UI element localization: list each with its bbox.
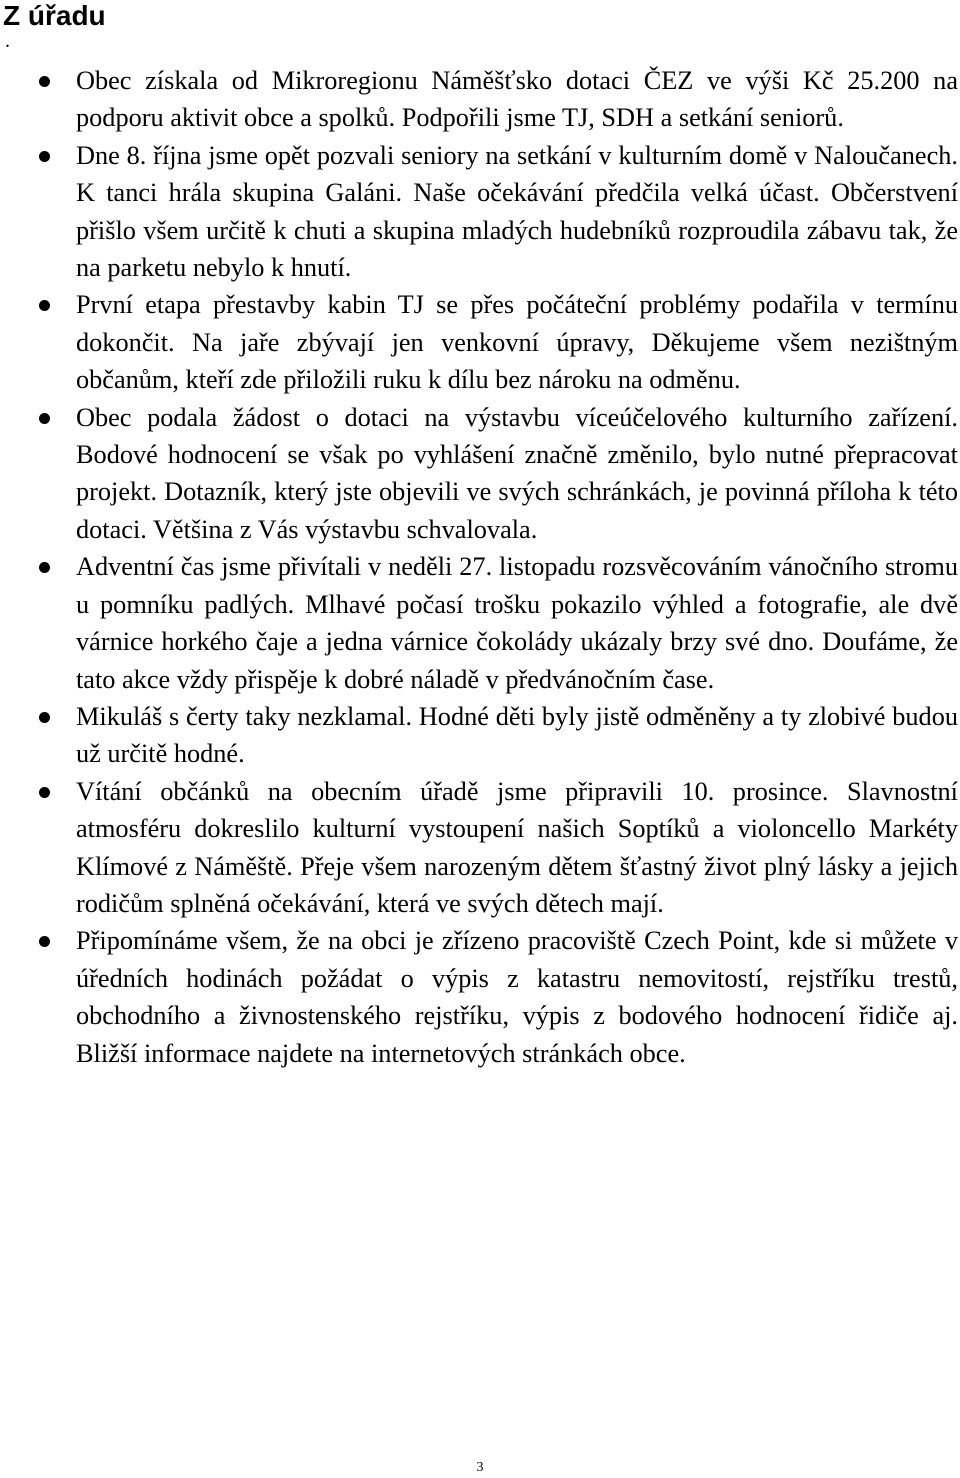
- list-item-text: Obec podala žádost o dotaci na výstavbu víceúčelového kulturního zařízení. Bodové hodnocení se však po vyhlášení značně změnilo, bylo nutné přepracovat projekt. Dotazník, který jste objevili ve svých schránkách, je povinná příloha k této dotaci. Většina z Vás výstavbu schvalovala.: [76, 402, 958, 544]
- list-item-text: Mikuláš s čerty taky nezklamal. Hodné děti byly jistě odměněny a ty zlobivé budou už určitě hodné.: [76, 701, 958, 769]
- bullet-icon: [39, 151, 50, 162]
- bullet-icon: [39, 936, 50, 947]
- list-item: [0, 286, 960, 398]
- list-item-text: První etapa přestavby kabin TJ se přes počáteční problémy podařila v termínu dokončit. Na jaře zbývají jen venkovní úpravy, Děkujeme všem nezištným občanům, kteří zde přiložili ruku k dílu bez nároku na odměnu.: [76, 290, 958, 395]
- bullet-icon: [39, 787, 50, 798]
- news-list: [0, 62, 960, 1072]
- bullet-icon: [39, 300, 50, 311]
- section-heading: Z úřadu: [3, 0, 106, 31]
- list-item-text: Dne 8. října jsme opět pozvali seniory na setkání v kulturním domě v Naloučanech. K tanci hrála skupina Galáni. Naše očekávání předčila velká účast. Občerstvení přišlo všem určitě k chuti a skupina mladých hudebníků rozproudila zábavu tak, že na parketu nebylo k hnutí.: [76, 140, 958, 283]
- bullet-icon: [39, 76, 50, 87]
- bullet-icon: [39, 562, 50, 573]
- list-item-text: Adventní čas jsme přivítali v neděli 27. listopadu rozsvěcováním vánočního stromu u pomníku padlých. Mlhavé počasí trošku pokazilo výhled a fotografie, ale dvě várnice horkého čaje a jedna várnice čokolády ukázaly brzy své dno. Doufáme, že tato akce vždy přispěje k dobré náladě v předvánočním čase.: [76, 552, 958, 694]
- list-item: [0, 922, 960, 1072]
- list-item: [0, 62, 960, 137]
- list-item: [0, 773, 960, 923]
- list-item-text: Připomínáme všem, že na obci je zřízeno pracoviště Czech Point, kde si můžete v úředních hodinách požádat o výpis z katastru nemovitostí, rejstříku trestů, obchodního a živnostenského rejstříku, výpis z bodového hodnocení řidiče aj. Bližší informace najdete na internetových stránkách obce.: [76, 926, 958, 1068]
- list-item: [0, 698, 960, 773]
- page-number: 3: [476, 1460, 484, 1475]
- stray-dot: .: [5, 30, 10, 52]
- list-item: [0, 399, 960, 549]
- list-item-text: Vítání občánků na obecním úřadě jsme připravili 10. prosince. Slavnostní atmosféru dokreslilo kulturní vystoupení našich Soptíků a violoncello Markéty Klímové z Náměště. Přeje všem narozeným dětem šťastný život plný lásky a jejich rodičům splněná očekávání, která ve svých dětech mají.: [76, 776, 958, 918]
- list-item: [0, 548, 960, 698]
- bullet-icon: [39, 712, 50, 723]
- list-item-text: Obec získala od Mikroregionu Náměšťsko dotaci ČEZ ve výši Kč 25.200 na podporu aktivit obce a spolků. Podpořili jsme TJ, SDH a setkání seniorů.: [76, 66, 958, 133]
- bullet-icon: [39, 413, 50, 424]
- list-item: [0, 137, 960, 287]
